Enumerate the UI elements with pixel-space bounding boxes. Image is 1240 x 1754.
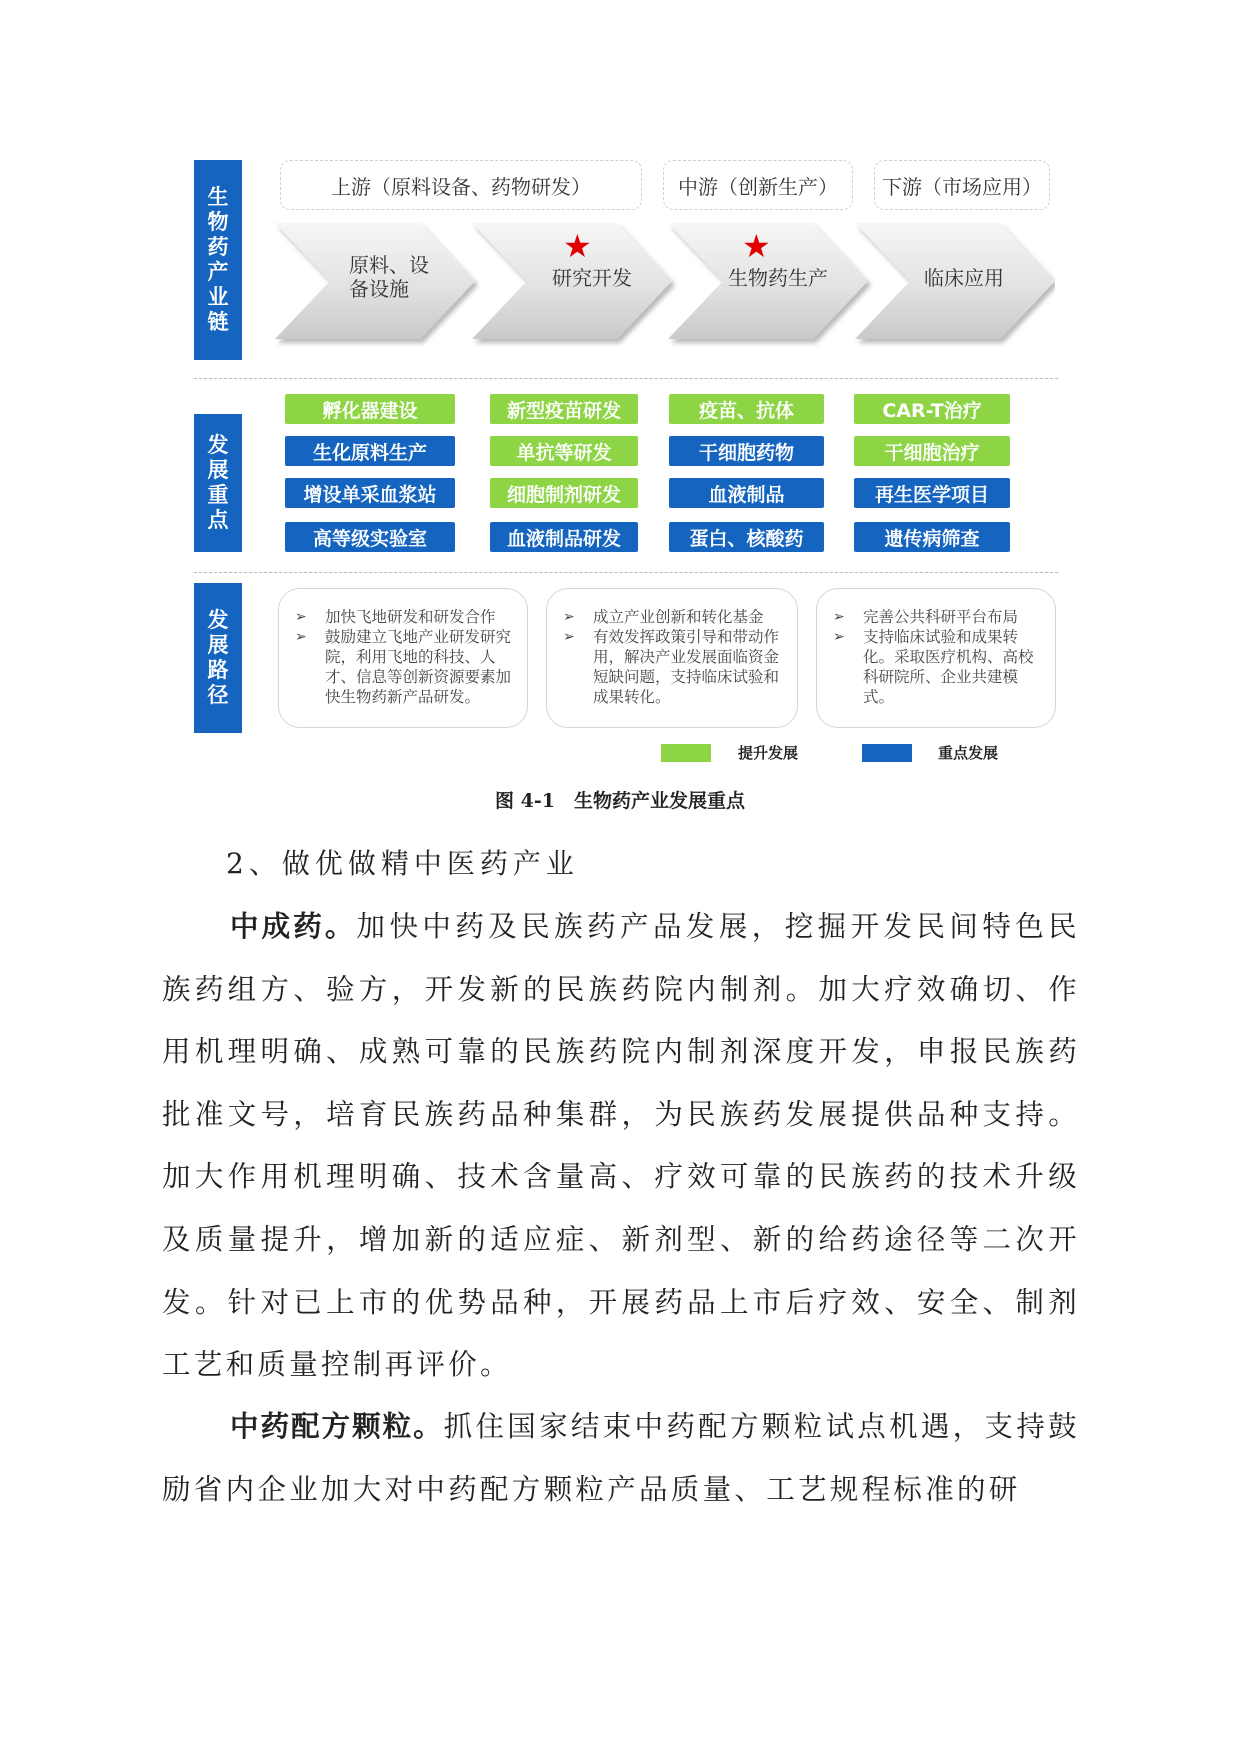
chevron-label-research: 研究开发 bbox=[552, 266, 632, 290]
side-label-chain: 生物药产业链 bbox=[194, 160, 242, 360]
focus-tag: 疫苗、抗体 bbox=[669, 394, 824, 424]
path-item: ➢ 支持临床试验和成果转化。采取医疗机构、高校科研院所、企业共建模式。 bbox=[833, 627, 1041, 707]
focus-tag: 遗传病筛查 bbox=[854, 522, 1010, 552]
focus-tag: 蛋白、核酸药 bbox=[669, 522, 824, 552]
stage-downstream: 下游（市场应用） bbox=[874, 160, 1050, 210]
focus-tag: 增设单采血浆站 bbox=[285, 478, 455, 508]
focus-tag: CAR-T治疗 bbox=[854, 394, 1010, 424]
paragraph-body: 加快中药及民族药产品发展，挖掘开发民间特色民族药组方、验方，开发新的民族药院内制剂。加大疗效确切、作用机理明确、成熟可靠的民族药院内制剂深度开发，申报民族药批准文号，培育民族药品种集群，为民族药发展提供品种支持。加大作用机理明确、技术含量高、疗效可靠的民族药的技术升级及质量提升，增加新的适应症、新剂型、新的给药途径等二次开发。针对已上市的优势品种，开展药品上市后疗效、安全、制剂工艺和质量控制再评价。 bbox=[162, 910, 1080, 1382]
focus-tag: 细胞制剂研发 bbox=[490, 478, 638, 508]
industry-chain-figure bbox=[0, 0, 1240, 820]
legend-label-green: 提升发展 bbox=[738, 744, 799, 762]
legend-swatch-blue bbox=[862, 744, 912, 762]
focus-tag: 干细胞药物 bbox=[669, 436, 824, 466]
chevron-label-raw-materials: 原料、设 备设施 bbox=[349, 253, 429, 301]
focus-tag: 单抗等研发 bbox=[490, 436, 638, 466]
path-box bbox=[278, 588, 528, 728]
focus-tag: 再生医学项目 bbox=[854, 478, 1010, 508]
focus-tag: 血液制品研发 bbox=[490, 522, 638, 552]
path-box bbox=[816, 588, 1056, 728]
paragraph-lead: 中成药。 bbox=[230, 910, 357, 943]
paragraph-lead: 中药配方颗粒。 bbox=[230, 1410, 444, 1443]
path-item: ➢ 有效发挥政策引导和带动作用，解决产业发展面临资金短缺问题，支持临床试验和成果转化。 bbox=[563, 627, 783, 707]
star-icon: ★ bbox=[563, 227, 592, 265]
legend-swatch-green bbox=[661, 744, 711, 762]
figure-caption: 图 4-1 生物药产业发展重点 bbox=[495, 790, 745, 812]
paragraph bbox=[162, 1396, 1080, 1521]
stage-midstream: 中游（创新生产） bbox=[663, 160, 853, 210]
focus-tag: 干细胞治疗 bbox=[854, 436, 1010, 466]
focus-tag: 高等级实验室 bbox=[285, 522, 455, 552]
path-box bbox=[546, 588, 798, 728]
focus-tag: 生化原料生产 bbox=[285, 436, 455, 466]
section-heading: 2、做优做精中医药产业 bbox=[226, 847, 579, 880]
divider bbox=[194, 378, 1058, 379]
focus-tag: 孵化器建设 bbox=[285, 394, 455, 424]
divider bbox=[194, 572, 1058, 573]
star-icon: ★ bbox=[742, 227, 771, 265]
path-item: ➢ 加快飞地研发和研发合作 bbox=[295, 607, 513, 627]
legend-label-blue: 重点发展 bbox=[938, 744, 999, 762]
side-label-focus: 发展重点 bbox=[194, 414, 242, 552]
focus-tag: 血液制品 bbox=[669, 478, 824, 508]
paragraph-body: 抓住国家结束中药配方颗粒试点机遇，支持鼓励省内企业加大对中药配方颗粒产品质量、工艺规程标准的研 bbox=[162, 1410, 1080, 1506]
side-label-path: 发展路径 bbox=[194, 583, 242, 733]
paragraph bbox=[162, 896, 1080, 1397]
chevron-label-production: 生物药生产 bbox=[728, 266, 828, 290]
path-item: ➢ 鼓励建立飞地产业研发研究院，利用飞地的科技、人才、信息等创新资源要素加快生物药新产品研发。 bbox=[295, 627, 513, 707]
path-item: ➢ 完善公共科研平台布局 bbox=[833, 607, 1041, 627]
focus-tag: 新型疫苗研发 bbox=[490, 394, 638, 424]
stage-upstream: 上游（原料设备、药物研发） bbox=[280, 160, 642, 210]
path-item: ➢ 成立产业创新和转化基金 bbox=[563, 607, 783, 627]
chevron-label-clinical: 临床应用 bbox=[924, 266, 1004, 290]
